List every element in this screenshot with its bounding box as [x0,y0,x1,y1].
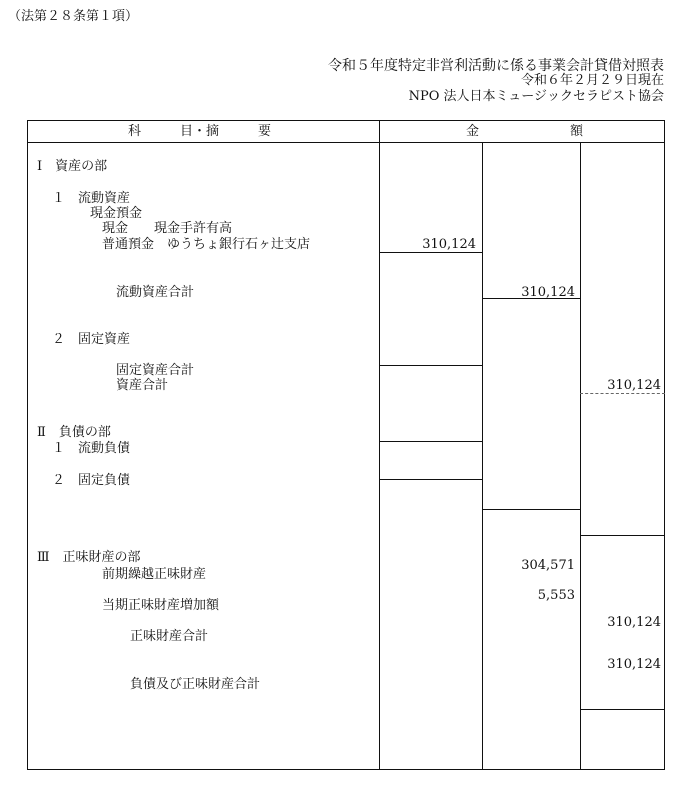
header-divider [27,142,665,143]
section-net-assets: Ⅲ 正味財産の部 [37,550,141,565]
document-title: 令和５年度特定非営利活動に係る事業会計貸借対照表 [328,58,664,74]
organization-name: NPO 法人日本ミュージックセラピスト協会 [408,89,664,104]
cash-deposits-label: 現金預金 [90,206,143,221]
header-amount: 金 額 [466,124,584,139]
liab-net-total-label: 負債及び正味財産合計 [130,677,261,692]
prev-carryover-amount: 304,571 [521,558,575,573]
fixed-assets-label: ２ 固定資産 [52,332,131,347]
net-assets-total-amount: 310,124 [607,615,661,630]
assets-total-label: 資産合計 [116,378,169,393]
law-reference: （法第２８条第１項） [8,9,139,24]
rule-col3 [580,535,665,536]
current-assets-total-label: 流動資産合計 [116,285,195,300]
item-amount-divider [379,120,380,770]
current-liabilities-label: １ 流動負債 [52,441,131,456]
assets-total-amount: 310,124 [607,378,661,393]
current-increase-label: 当期正味財産増加額 [102,598,220,613]
ordinary-deposit-label: 普通預金 ゆうちょ銀行石ヶ辻支店 [102,237,311,252]
fixed-liabilities-label: ２ 固定負債 [52,473,131,488]
amount-col-divider-1 [482,142,483,770]
current-assets-label: １ 流動資産 [52,191,131,206]
section-liabilities: Ⅱ 負債の部 [37,425,111,440]
cash-label: 現金 現金手許有高 [102,221,233,236]
liab-net-total-amount: 310,124 [607,657,661,672]
amount-col-divider-2 [580,142,581,770]
net-assets-total-label: 正味財産合計 [130,629,209,644]
statement-date: 令和６年２月２９日現在 [520,73,664,88]
prev-carryover-label: 前期繰越正味財産 [102,567,207,582]
ordinary-deposit-amount: 310,124 [422,237,476,252]
current-increase-amount: 5,553 [537,588,575,603]
current-assets-total-amount: 310,124 [521,285,575,300]
rule-col2 [482,509,580,510]
rule-col1 [379,479,482,480]
section-assets: Ⅰ 資産の部 [37,159,108,174]
fixed-assets-total-label: 固定資産合計 [116,363,195,378]
rule-col1 [379,441,482,442]
header-item: 科 目・摘 要 [128,124,272,139]
rule-col3 [580,709,665,710]
rule-col1 [379,365,482,366]
